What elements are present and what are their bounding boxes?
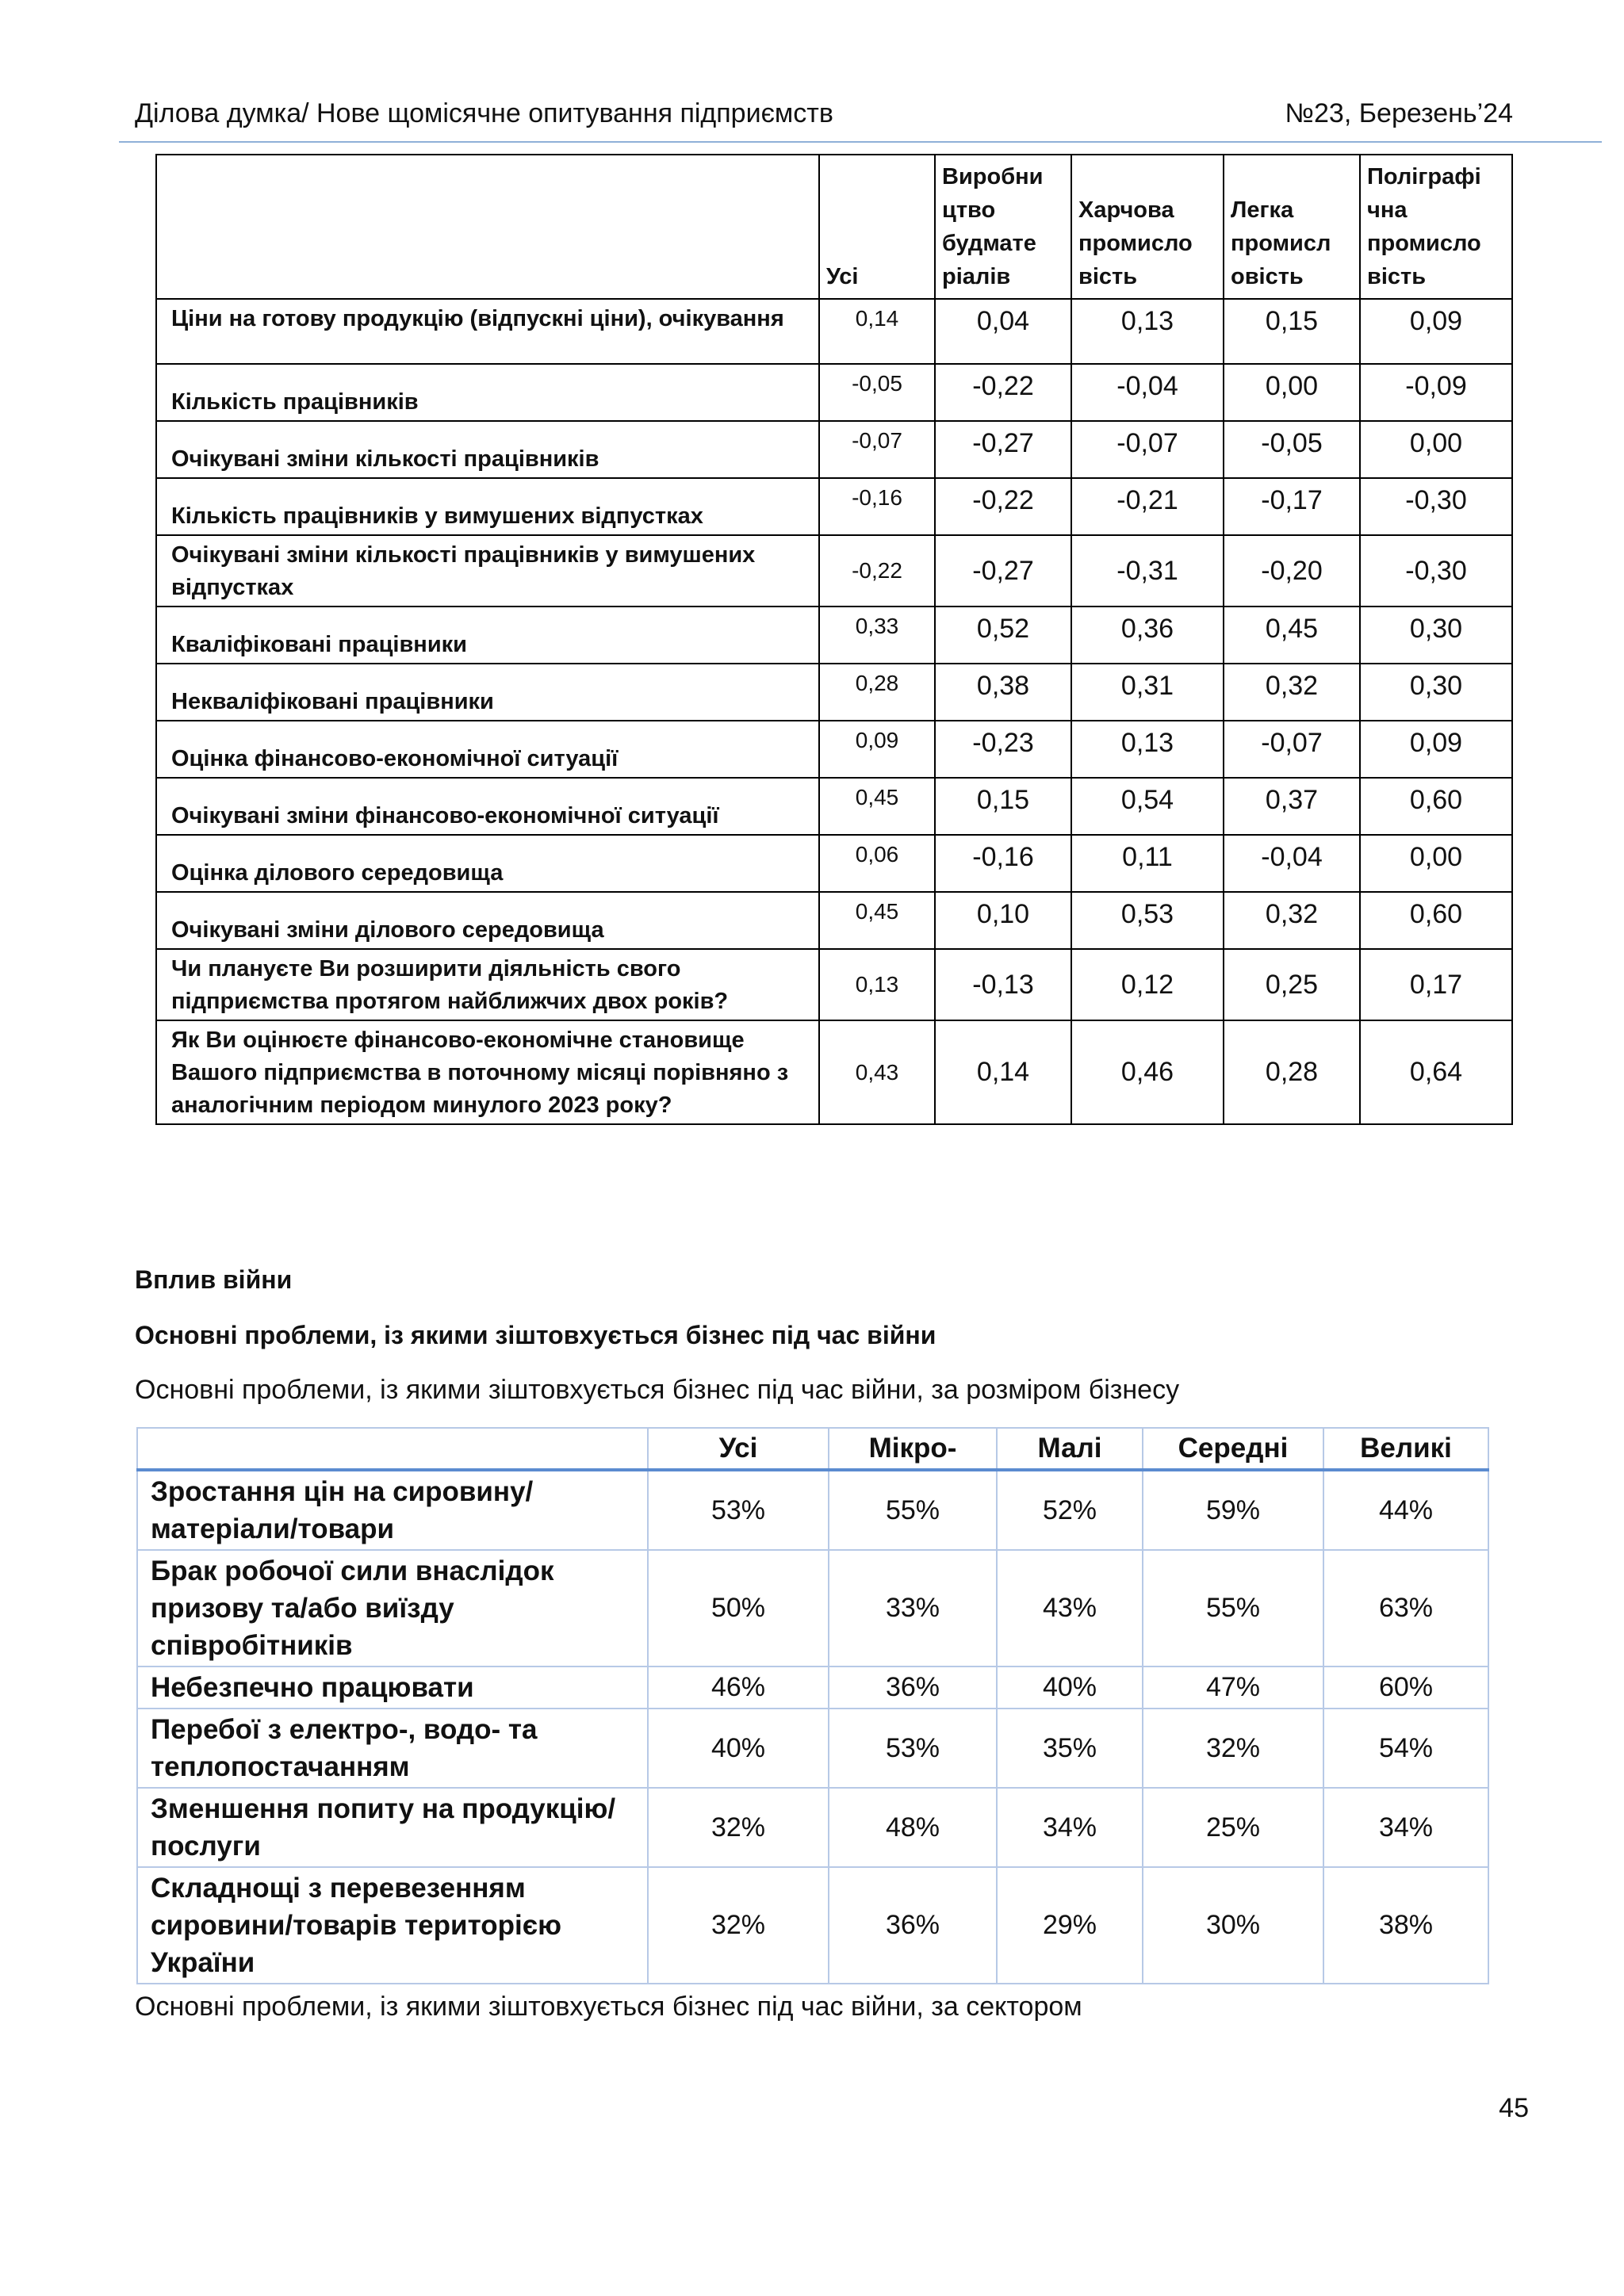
cell-value: -0,07: [1071, 421, 1224, 478]
cell-value: 52%: [997, 1470, 1143, 1550]
cell-value: -0,30: [1360, 535, 1512, 607]
cell-value: 32%: [1143, 1709, 1323, 1788]
table-row: [156, 1020, 1512, 1124]
table-row: [156, 421, 1512, 478]
cell-value: 0,09: [1360, 721, 1512, 778]
cell-value: 0,00: [1360, 835, 1512, 892]
column-header: Виробни цтво будмате ріалів: [935, 155, 1071, 299]
cell-value: 54%: [1323, 1709, 1488, 1788]
row-label: Кваліфіковані працівники: [156, 607, 819, 664]
cell-value: 0,25: [1224, 949, 1360, 1020]
row-label: Некваліфіковані працівники: [156, 664, 819, 721]
cell-value: 0,32: [1224, 892, 1360, 949]
column-header: Харчова промисло вість: [1071, 155, 1224, 299]
cell-value: -0,16: [935, 835, 1071, 892]
column-header: Мікро-: [829, 1428, 997, 1470]
cell-value: -0,20: [1224, 535, 1360, 607]
row-label: Як Ви оцінюєте фінансово-економічне становище Вашого підприємства в поточному місяці порівняно з аналогічним періодом минулого 2023 року?: [156, 1020, 819, 1124]
row-label: Очікувані зміни фінансово-економічної ситуації: [156, 778, 819, 835]
cell-value: 35%: [997, 1709, 1143, 1788]
cell-value: 0,13: [1071, 721, 1224, 778]
row-label: Перебої з електро-, водо- та теплопостачанням: [137, 1709, 648, 1788]
cell-value: 0,43: [819, 1020, 935, 1124]
cell-value: 33%: [829, 1550, 997, 1667]
cell-value: -0,09: [1360, 364, 1512, 421]
table-row: [137, 1709, 1488, 1788]
running-header-issue: №23, Березень’24: [1285, 98, 1513, 128]
cell-value: 63%: [1323, 1550, 1488, 1667]
cell-value: -0,05: [819, 364, 935, 421]
header-divider: [119, 141, 1602, 143]
row-label: Очікувані зміни ділового середовища: [156, 892, 819, 949]
cell-value: -0,22: [935, 364, 1071, 421]
cell-value: 0,60: [1360, 892, 1512, 949]
cell-value: 25%: [1143, 1788, 1323, 1867]
cell-value: -0,30: [1360, 478, 1512, 535]
table-row: [137, 1667, 1488, 1709]
table-row: [156, 607, 1512, 664]
cell-value: 38%: [1323, 1867, 1488, 1984]
cell-value: 0,09: [819, 721, 935, 778]
cell-value: 32%: [648, 1867, 829, 1984]
column-header: Легка промисл овість: [1224, 155, 1360, 299]
indicators-by-industry-table: [155, 154, 1513, 1125]
table-header-row: [137, 1428, 1488, 1470]
cell-value: 0,13: [1071, 299, 1224, 364]
page-number: 45: [1499, 2093, 1529, 2123]
row-label: Очікувані зміни кількості працівників: [156, 421, 819, 478]
cell-value: 0,32: [1224, 664, 1360, 721]
cell-value: -0,07: [1224, 721, 1360, 778]
cell-value: -0,22: [819, 535, 935, 607]
column-header: Усі: [819, 155, 935, 299]
cell-value: -0,04: [1071, 364, 1224, 421]
table-row: [137, 1470, 1488, 1550]
cell-value: -0,22: [935, 478, 1071, 535]
section-heading: Вплив війни: [135, 1265, 293, 1294]
cell-value: 0,14: [819, 299, 935, 364]
column-header: Малі: [997, 1428, 1143, 1470]
cell-value: -0,17: [1224, 478, 1360, 535]
cell-value: -0,05: [1224, 421, 1360, 478]
cell-value: 46%: [648, 1667, 829, 1709]
table-row: [156, 535, 1512, 607]
cell-value: 36%: [829, 1667, 997, 1709]
cell-value: 55%: [829, 1470, 997, 1550]
cell-value: -0,07: [819, 421, 935, 478]
cell-value: 34%: [1323, 1788, 1488, 1867]
cell-value: 0,31: [1071, 664, 1224, 721]
row-label: Небезпечно працювати: [137, 1667, 648, 1709]
row-label: Складнощі з перевезенням сировини/товарів територією України: [137, 1867, 648, 1984]
table-row: [137, 1788, 1488, 1867]
cell-value: 0,04: [935, 299, 1071, 364]
table-row: [156, 299, 1512, 364]
column-header: Великі: [1323, 1428, 1488, 1470]
table-row: [156, 364, 1512, 421]
table-row: [156, 664, 1512, 721]
cell-value: 47%: [1143, 1667, 1323, 1709]
cell-value: 0,53: [1071, 892, 1224, 949]
table-caption-by-sector: Основні проблеми, із якими зіштовхується бізнес під час війни, за сектором: [135, 1992, 1082, 2022]
cell-value: 44%: [1323, 1470, 1488, 1550]
cell-value: -0,31: [1071, 535, 1224, 607]
cell-value: 0,00: [1224, 364, 1360, 421]
cell-value: 0,15: [935, 778, 1071, 835]
row-label: Чи плануєте Ви розширити діяльність свого підприємства протягом найближчих двох років?: [156, 949, 819, 1020]
cell-value: 0,37: [1224, 778, 1360, 835]
cell-value: 0,14: [935, 1020, 1071, 1124]
cell-value: 40%: [997, 1667, 1143, 1709]
cell-value: 55%: [1143, 1550, 1323, 1667]
cell-value: 0,28: [1224, 1020, 1360, 1124]
cell-value: -0,13: [935, 949, 1071, 1020]
cell-value: 59%: [1143, 1470, 1323, 1550]
table-row: [156, 721, 1512, 778]
war-problems-by-size-table: [136, 1427, 1489, 1984]
cell-value: 40%: [648, 1709, 829, 1788]
table-caption-by-size: Основні проблеми, із якими зіштовхується бізнес під час війни, за розміром бізнесу: [135, 1375, 1180, 1405]
row-label: Зростання цін на сировину/матеріали/товари: [137, 1470, 648, 1550]
cell-value: -0,21: [1071, 478, 1224, 535]
row-label: Кількість працівників у вимушених відпустках: [156, 478, 819, 535]
row-label: Брак робочої сили внаслідок призову та/або виїзду співробітників: [137, 1550, 648, 1667]
column-header: Середні: [1143, 1428, 1323, 1470]
table-header-row: [156, 155, 1512, 299]
table-row: [137, 1550, 1488, 1667]
cell-value: 0,11: [1071, 835, 1224, 892]
running-header-title: Ділова думка/ Нове щомісячне опитування підприємств: [135, 98, 833, 128]
cell-value: 0,45: [1224, 607, 1360, 664]
cell-value: -0,04: [1224, 835, 1360, 892]
cell-value: 0,38: [935, 664, 1071, 721]
cell-value: 0,36: [1071, 607, 1224, 664]
cell-value: 34%: [997, 1788, 1143, 1867]
cell-value: 0,45: [819, 892, 935, 949]
cell-value: 29%: [997, 1867, 1143, 1984]
cell-value: 0,30: [1360, 607, 1512, 664]
section-subheading: Основні проблеми, із якими зіштовхується бізнес під час війни: [135, 1321, 936, 1349]
cell-value: 0,28: [819, 664, 935, 721]
cell-value: 0,52: [935, 607, 1071, 664]
cell-value: -0,27: [935, 535, 1071, 607]
cell-value: 0,06: [819, 835, 935, 892]
cell-value: 48%: [829, 1788, 997, 1867]
table-row: [156, 949, 1512, 1020]
column-header: Усі: [648, 1428, 829, 1470]
header-empty-cell: [137, 1428, 648, 1470]
cell-value: 0,64: [1360, 1020, 1512, 1124]
cell-value: 0,12: [1071, 949, 1224, 1020]
row-label: Очікувані зміни кількості працівників у вимушених відпустках: [156, 535, 819, 607]
table-row: [156, 778, 1512, 835]
row-label: Кількість працівників: [156, 364, 819, 421]
cell-value: 0,17: [1360, 949, 1512, 1020]
row-label: Оцінка фінансово-економічної ситуації: [156, 721, 819, 778]
row-label: Оцінка ділового середовища: [156, 835, 819, 892]
cell-value: 0,60: [1360, 778, 1512, 835]
cell-value: -0,23: [935, 721, 1071, 778]
cell-value: 0,30: [1360, 664, 1512, 721]
cell-value: 0,10: [935, 892, 1071, 949]
column-header: Поліграфі чна промисло вість: [1360, 155, 1512, 299]
row-label: Зменшення попиту на продукцію/послуги: [137, 1788, 648, 1867]
table-row: [137, 1867, 1488, 1984]
header-empty-cell: [156, 155, 819, 299]
cell-value: 0,13: [819, 949, 935, 1020]
cell-value: 0,45: [819, 778, 935, 835]
table-row: [156, 478, 1512, 535]
cell-value: 50%: [648, 1550, 829, 1667]
cell-value: -0,27: [935, 421, 1071, 478]
cell-value: 0,09: [1360, 299, 1512, 364]
cell-value: 36%: [829, 1867, 997, 1984]
cell-value: -0,16: [819, 478, 935, 535]
cell-value: 43%: [997, 1550, 1143, 1667]
row-label: Ціни на готову продукцію (відпускні ціни), очікування: [156, 299, 819, 364]
cell-value: 30%: [1143, 1867, 1323, 1984]
cell-value: 0,15: [1224, 299, 1360, 364]
cell-value: 0,33: [819, 607, 935, 664]
cell-value: 32%: [648, 1788, 829, 1867]
table-row: [156, 892, 1512, 949]
cell-value: 0,46: [1071, 1020, 1224, 1124]
cell-value: 0,54: [1071, 778, 1224, 835]
cell-value: 60%: [1323, 1667, 1488, 1709]
table-row: [156, 835, 1512, 892]
cell-value: 53%: [648, 1470, 829, 1550]
cell-value: 0,00: [1360, 421, 1512, 478]
cell-value: 53%: [829, 1709, 997, 1788]
